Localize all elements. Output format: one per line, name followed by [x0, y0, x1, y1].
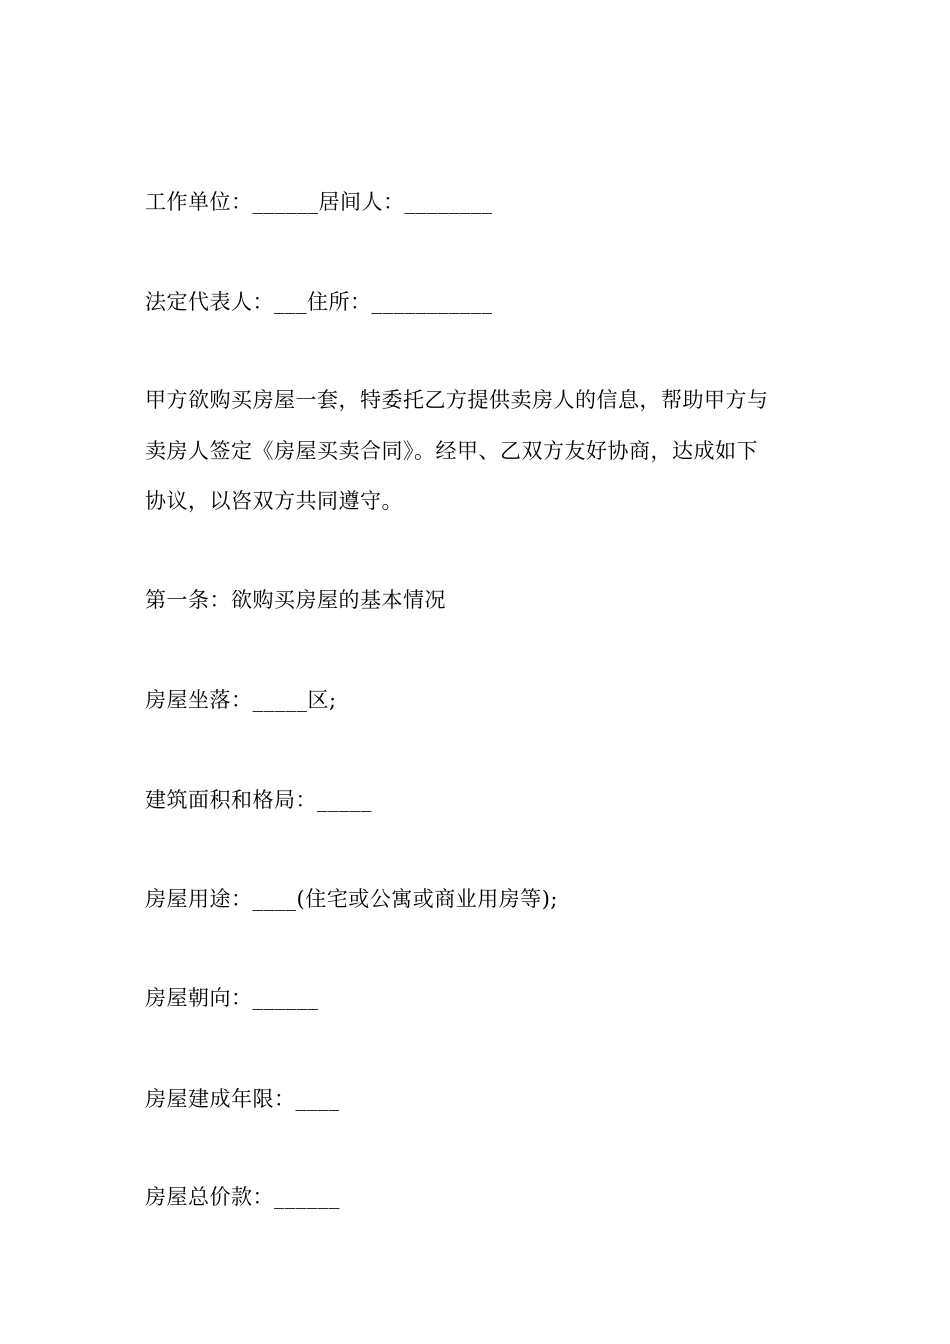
- intro-paragraph-line-2: 卖房人签定《房屋买卖合同》。经甲、乙双方友好协商，达成如下: [145, 439, 758, 463]
- field-house-location: 房屋坐落：_____区;: [145, 688, 337, 712]
- intro-paragraph-line-1: 甲方欲购买房屋一套，特委托乙方提供卖房人的信息，帮助甲方与: [145, 388, 769, 412]
- article-one-heading: 第一条：欲购买房屋的基本情况: [145, 588, 446, 612]
- field-house-orientation: 房屋朝向：______: [145, 986, 319, 1010]
- field-total-price: 房屋总价款：______: [145, 1185, 340, 1209]
- legal-representative-address-line: 法定代表人：___住所：___________: [145, 290, 493, 314]
- field-construction-age: 房屋建成年限：____: [145, 1087, 340, 1111]
- employer-intermediary-line: 工作单位：______居间人：________: [145, 190, 493, 214]
- field-floor-area-layout: 建筑面积和格局：_____: [145, 788, 372, 812]
- intro-paragraph-line-3: 协议，以咨双方共同遵守。: [145, 489, 403, 513]
- field-house-usage: 房屋用途：____(住宅或公寓或商业用房等);: [145, 887, 558, 911]
